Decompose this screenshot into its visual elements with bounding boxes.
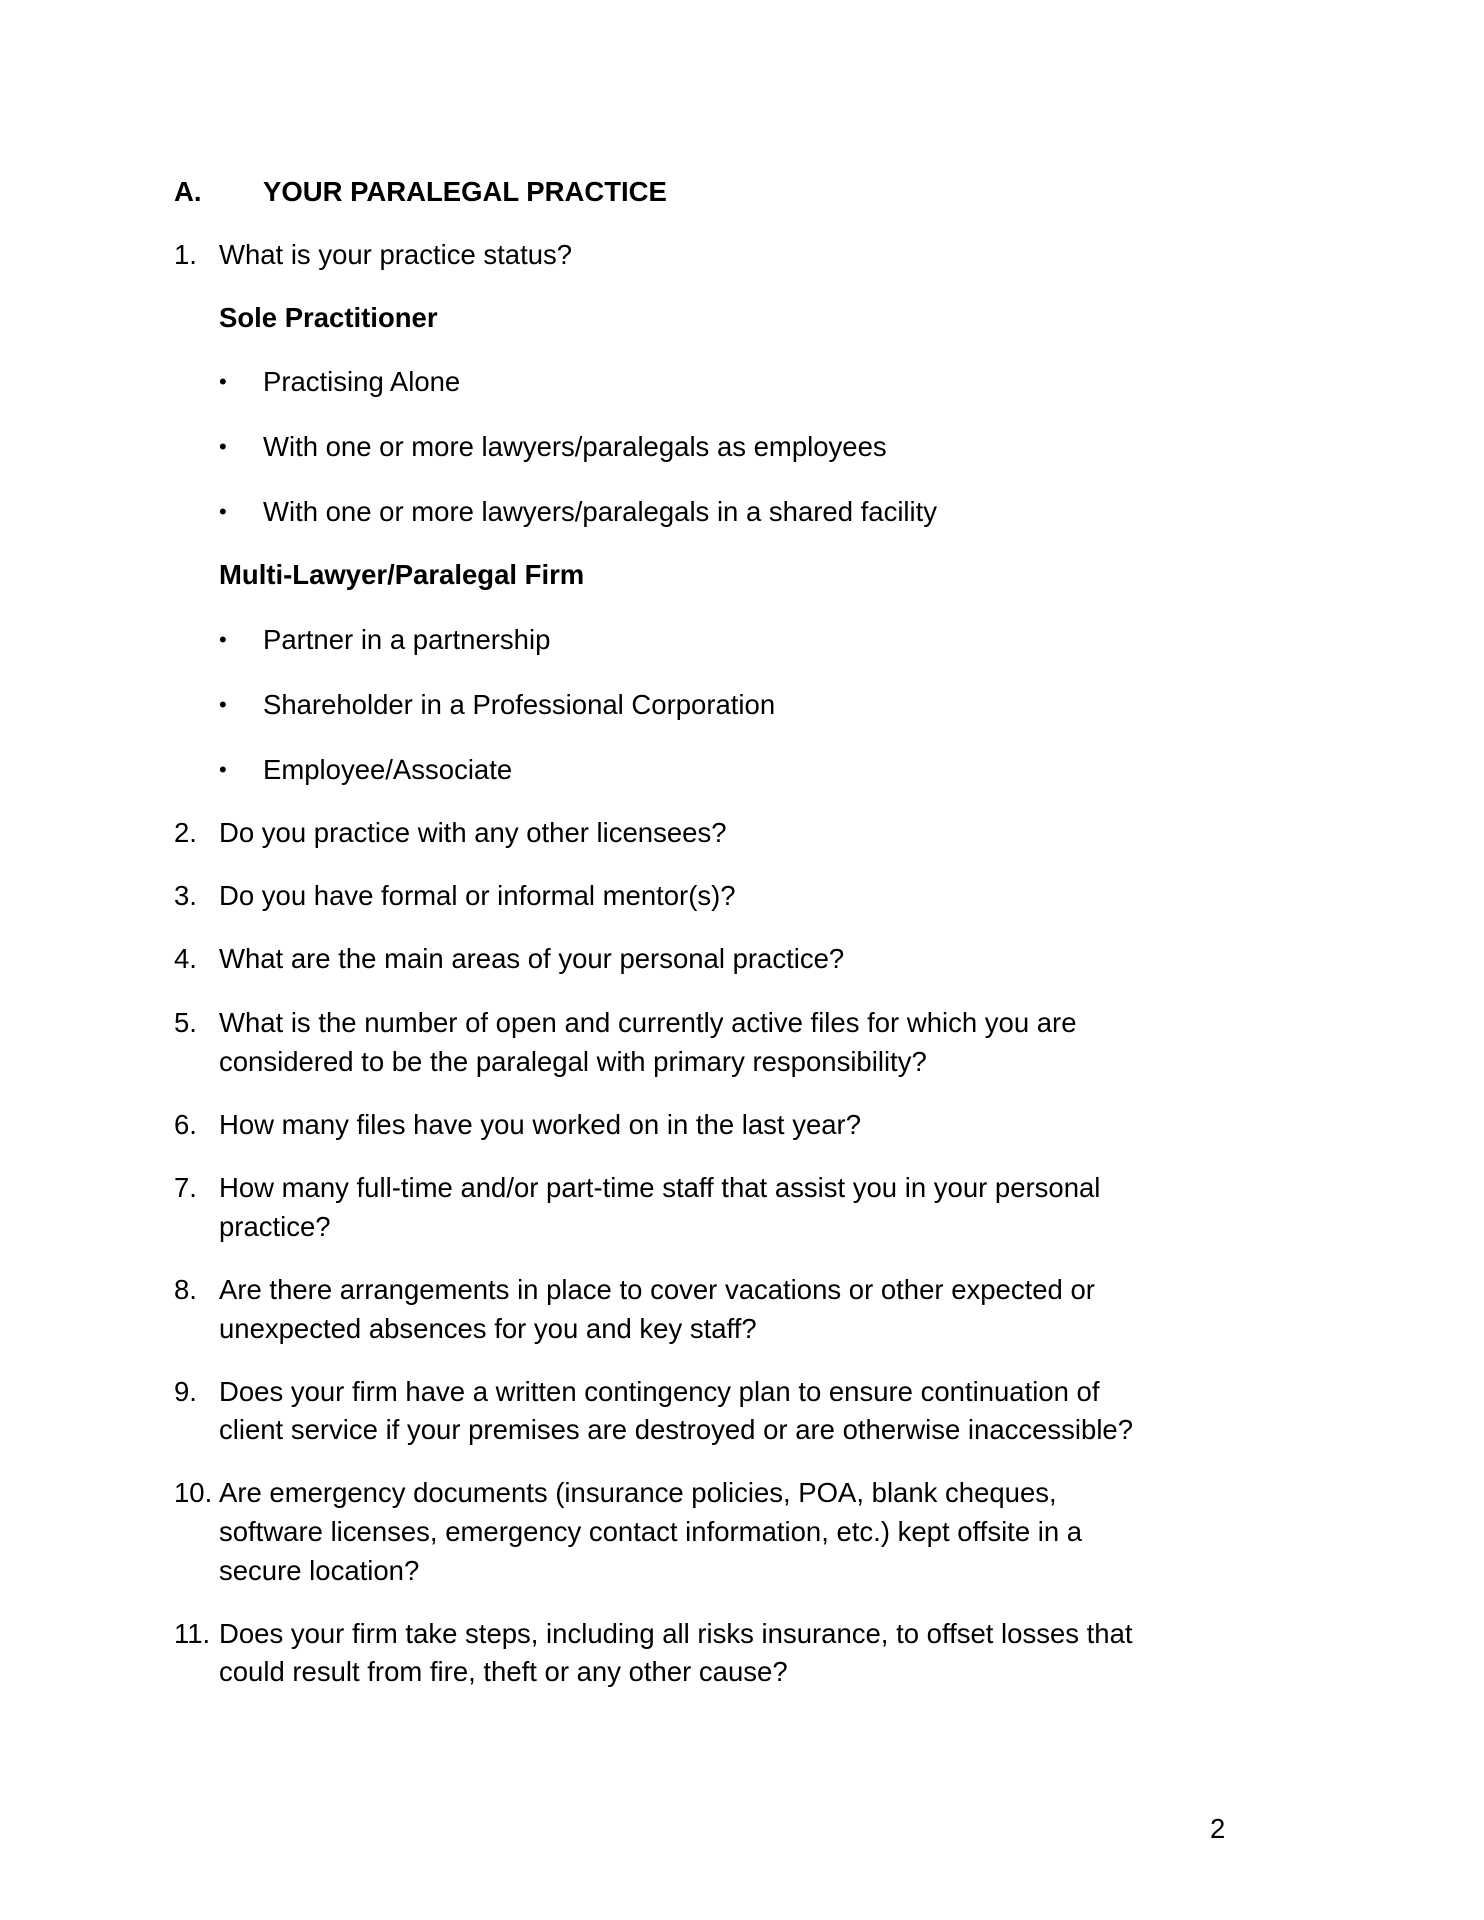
question-number: 1. (174, 239, 197, 270)
question-number: 11. (174, 1618, 211, 1649)
question-text: Does your firm take steps, including all risks insurance, to offset losses that (219, 1618, 1133, 1649)
question-text: practice? (219, 1211, 331, 1242)
question-number: 6. (174, 1109, 197, 1140)
question-text: Are emergency documents (insurance policies, POA, blank cheques, (219, 1477, 1057, 1508)
list-item: Shareholder in a Professional Corporation (263, 689, 776, 720)
question-text: could result from fire, theft or any other cause? (219, 1656, 788, 1687)
question-number: 2. (174, 817, 197, 848)
bullet-icon: • (219, 757, 227, 782)
bullet-icon: • (219, 369, 227, 394)
question-text: secure location? (219, 1555, 420, 1586)
list-item: Partner in a partnership (263, 624, 551, 655)
list-item: Practising Alone (263, 366, 461, 397)
question-number: 4. (174, 943, 197, 974)
question-text: Do you practice with any other licensees? (219, 817, 727, 848)
list-item: With one or more lawyers/paralegals in a shared facility (263, 496, 938, 527)
page-number: 2 (1210, 1813, 1226, 1844)
question-number: 8. (174, 1274, 197, 1305)
bullet-icon: • (219, 692, 227, 717)
question-text: Do you have formal or informal mentor(s)? (219, 880, 736, 911)
question-text: What is your practice status? (219, 239, 573, 270)
list-item: With one or more lawyers/paralegals as employees (263, 431, 887, 462)
section-title: YOUR PARALEGAL PRACTICE (263, 176, 667, 207)
question-text: software licenses, emergency contact information, etc.) kept offsite in a (219, 1516, 1083, 1547)
bullet-icon: • (219, 499, 227, 524)
bullet-icon: • (219, 434, 227, 459)
question-text: What is the number of open and currently active files for which you are (219, 1007, 1077, 1038)
question-number: 3. (174, 880, 197, 911)
section-letter: A. (174, 176, 202, 207)
question-text: How many full-time and/or part-time staff that assist you in your personal (219, 1172, 1101, 1203)
subheading-sole-practitioner: Sole Practitioner (219, 302, 438, 333)
question-text: unexpected absences for you and key staff? (219, 1313, 757, 1344)
question-text: considered to be the paralegal with primary responsibility? (219, 1046, 927, 1077)
question-number: 10. (174, 1477, 213, 1508)
question-number: 9. (174, 1376, 197, 1407)
list-item: Employee/Associate (263, 754, 513, 785)
question-text: Are there arrangements in place to cover vacations or other expected or (219, 1274, 1095, 1305)
subheading-multi-firm: Multi-Lawyer/Paralegal Firm (219, 559, 585, 590)
bullet-icon: • (219, 627, 227, 652)
question-text: client service if your premises are destroyed or are otherwise inaccessible? (219, 1414, 1134, 1445)
question-text: How many files have you worked on in the last year? (219, 1109, 861, 1140)
question-number: 5. (174, 1007, 197, 1038)
question-number: 7. (174, 1172, 197, 1203)
question-text: What are the main areas of your personal practice? (219, 943, 845, 974)
question-text: Does your firm have a written contingency plan to ensure continuation of (219, 1376, 1100, 1407)
